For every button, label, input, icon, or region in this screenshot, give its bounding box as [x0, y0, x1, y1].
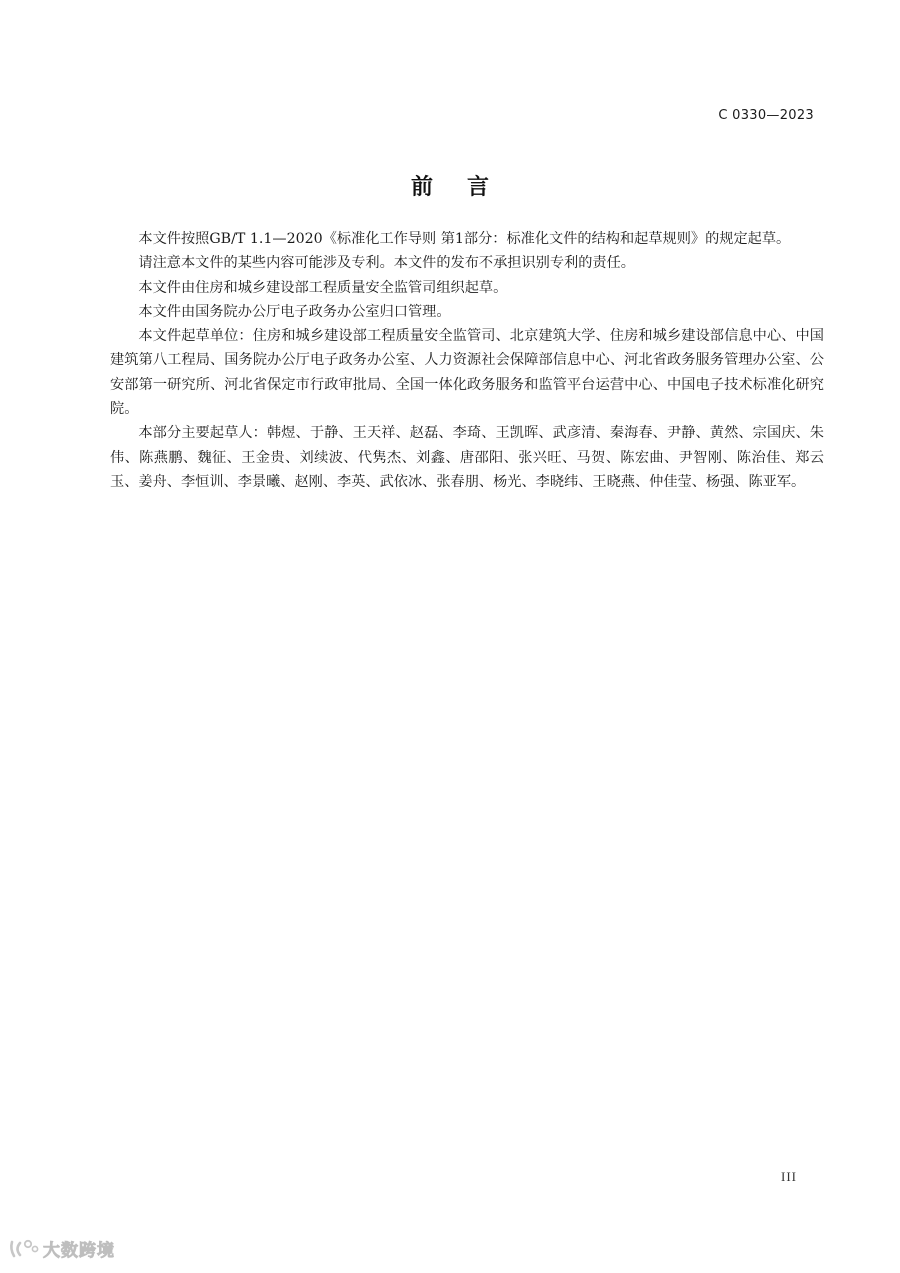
paragraph-administration: 本文件由国务院办公厅电子政务办公室归口管理。	[138, 303, 451, 320]
page-number: III	[781, 1169, 797, 1184]
document-code: C 0330—2023	[718, 108, 814, 123]
paragraph-drafting-units: 本文件起草单位：住房和城乡建设部工程质量安全监管司、北京建筑大学、住房和城乡建设部信息中心、中国建筑第八工程局、国务院办公厅电子政务办公室、人力资源社会保障部信息中心、河北省政务服务管理办公室、公安部第一研究所、河北省保定市行政审批局、全国一体化政务服务和监管平台运营中心、中国电子技术标准化研究院。	[110, 328, 824, 418]
watermark	[8, 1236, 115, 1261]
paragraph-organizer: 本文件由住房和城乡建设部工程质量安全监管司组织起草。	[138, 279, 508, 296]
watermark-logo-icon	[8, 1238, 40, 1260]
document-body	[110, 227, 824, 494]
paragraph-drafting-rules: 本文件按照GB/T 1.1—2020《标准化工作导则 第1部分：标准化文件的结构和起草规则》的规定起草。	[138, 231, 791, 247]
paragraph-drafters: 本部分主要起草人：韩煜、于静、王天祥、赵磊、李琦、王凯晖、武彦清、秦海春、尹静、黄然、宗国庆、朱伟、陈燕鹏、魏征、王金贵、刘续波、代隽杰、刘鑫、唐邵阳、张兴旺、马贺、陈宏曲、尹智刚、陈治佳、郑云玉、姜舟、李恒训、李景曦、赵刚、李英、武依冰、张春朋、杨光、李晓纬、王晓燕、仲佳莹、杨强、陈亚军。	[110, 425, 824, 490]
watermark-text: 大数跨境	[43, 1241, 115, 1261]
page-title: 前言	[410, 175, 523, 200]
paragraph-patent-notice: 请注意本文件的某些内容可能涉及专利。本文件的发布不承担识别专利的责任。	[138, 255, 635, 272]
